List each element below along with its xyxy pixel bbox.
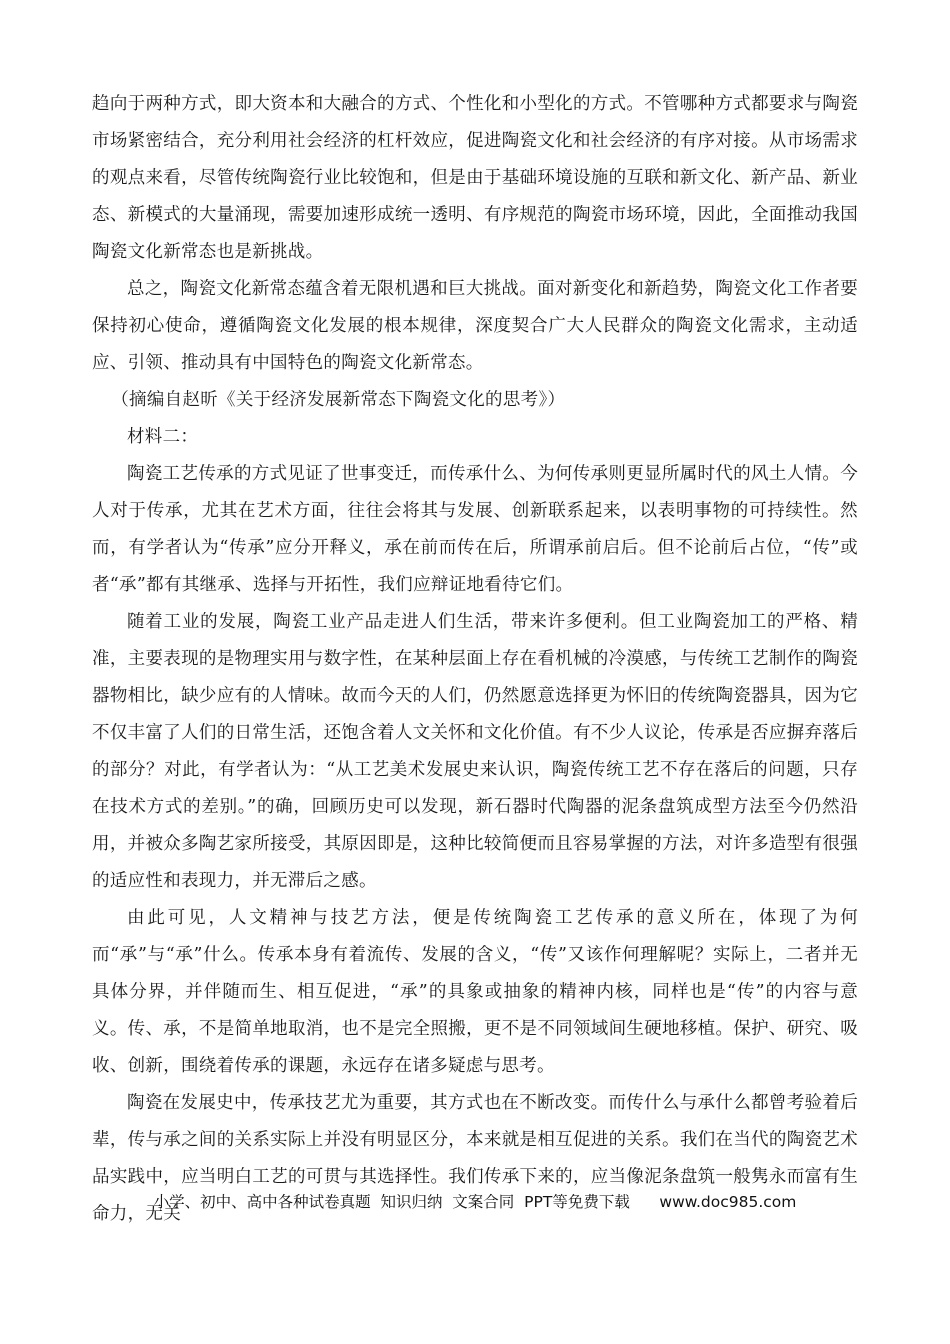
paragraph-material2-intro: 陶瓷工艺传承的方式见证了世事变迁，而传承什么、为何传承则更显所属时代的风土人情。今人对于传承，尤其在艺术方面，往往会将其与发展、创新联系起来，以表明事物的可持续性。然而，有学者认为“传承”应分开释义，承在前而传在后，所谓承前启后。但不论前后占位，“传”或者“承”都有其继承、选择与开拓性，我们应辩证地看待它们。 [92,464,858,595]
paragraph-history: 陶瓷在发展史中，传承技艺尤为重要，其方式也在不断改变。而传什么与承什么都曾考验着后辈，传与承之间的关系实际上并没有明显区分，本来就是相互促进的关系。我们在当代的陶瓷艺术品实践中，应当明白工艺的可贯与其选择性。我们传承下来的，应当像泥条盘筑一般隽永而富有生命力，无关 [92,1093,858,1224]
source-citation: （摘编自赵昕《关于经济发展新常态下陶瓷文化的思考》） [111,390,566,410]
material-two-heading: 材料二： [127,427,199,447]
paragraph-spirit: 由此可见，人文精神与技艺方法，便是传统陶瓷工艺传承的意义所在，体现了为何而“承”与“承”什么。传承本身有着流传、发展的含义，“传”又该作何理解呢？实际上，二者并无具体分界，并伴随而生、相互促进，“承”的具象或抽象的精神内核，同样也是“传”的内容与意义。传、承，不是简单地取消，也不是完全照搬，更不是不同领域间生硬地移植。保护、研究、吸收、创新，围绕着传承的课题，永远存在诸多疑虑与思考。 [92,908,858,1076]
paragraph-industry: 随着工业的发展，陶瓷工业产品走进人们生活，带来许多便利。但工业陶瓷加工的严格、精准，主要表现的是物理实用与数字性，在某种层面上存在看机械的冷漠感，与传统工艺制作的陶瓷器物相比，缺少应有的人情味。故而今天的人们，仍然愿意选择更为怀旧的传统陶瓷器具，因为它不仅丰富了人们的日常生活，还饱含着人文关怀和文化价值。有不少人议论，传承是否应摒弃落后的部分？对此，有学者认为：“从工艺美术发展史来认识，陶瓷传统工艺不存在落后的问题，只存在技术方式的差别。”的确，回顾历史可以发现，新石器时代陶器的泥条盘筑成型方法至今仍然沿用，并被众多陶艺家所接受，其原因即是，这种比较简便而且容易掌握的方法，对许多造型有很强的适应性和表现力，并无滞后之感。 [92,612,858,891]
paragraph-continuation: 趋向于两种方式，即大资本和大融合的方式、个性化和小型化的方式。不管哪种方式都要求与陶瓷市场紧密结合，充分利用社会经济的杠杆效应，促进陶瓷文化和社会经济的有序对接。从市场需求的观点来看，尽管传统陶瓷行业比较饱和，但是由于基础环境设施的互联和新文化、新产品、新业态、新模式的大量涌现，需要加速形成统一透明、有序规范的陶瓷市场环境，因此，全面推动我国陶瓷文化新常态也是新挑战。 [92,94,858,262]
footer-site-link[interactable]: www.doc985.com [659,1193,797,1211]
page-footer [0,1190,950,1212]
footer-text: 小学、初中、高中各种试卷真题 知识归纳 文案合同 PPT等免费下载 [153,1193,630,1211]
paragraph-conclusion: 总之，陶瓷文化新常态蕴含着无限机遇和巨大挑战。面对新变化和新趋势，陶瓷文化工作者要保持初心使命，遵循陶瓷文化发展的根本规律，深度契合广大人民群众的陶瓷文化需求，主动适应、引领、推动具有中国特色的陶瓷文化新常态。 [92,279,858,373]
article-body [92,86,858,1233]
